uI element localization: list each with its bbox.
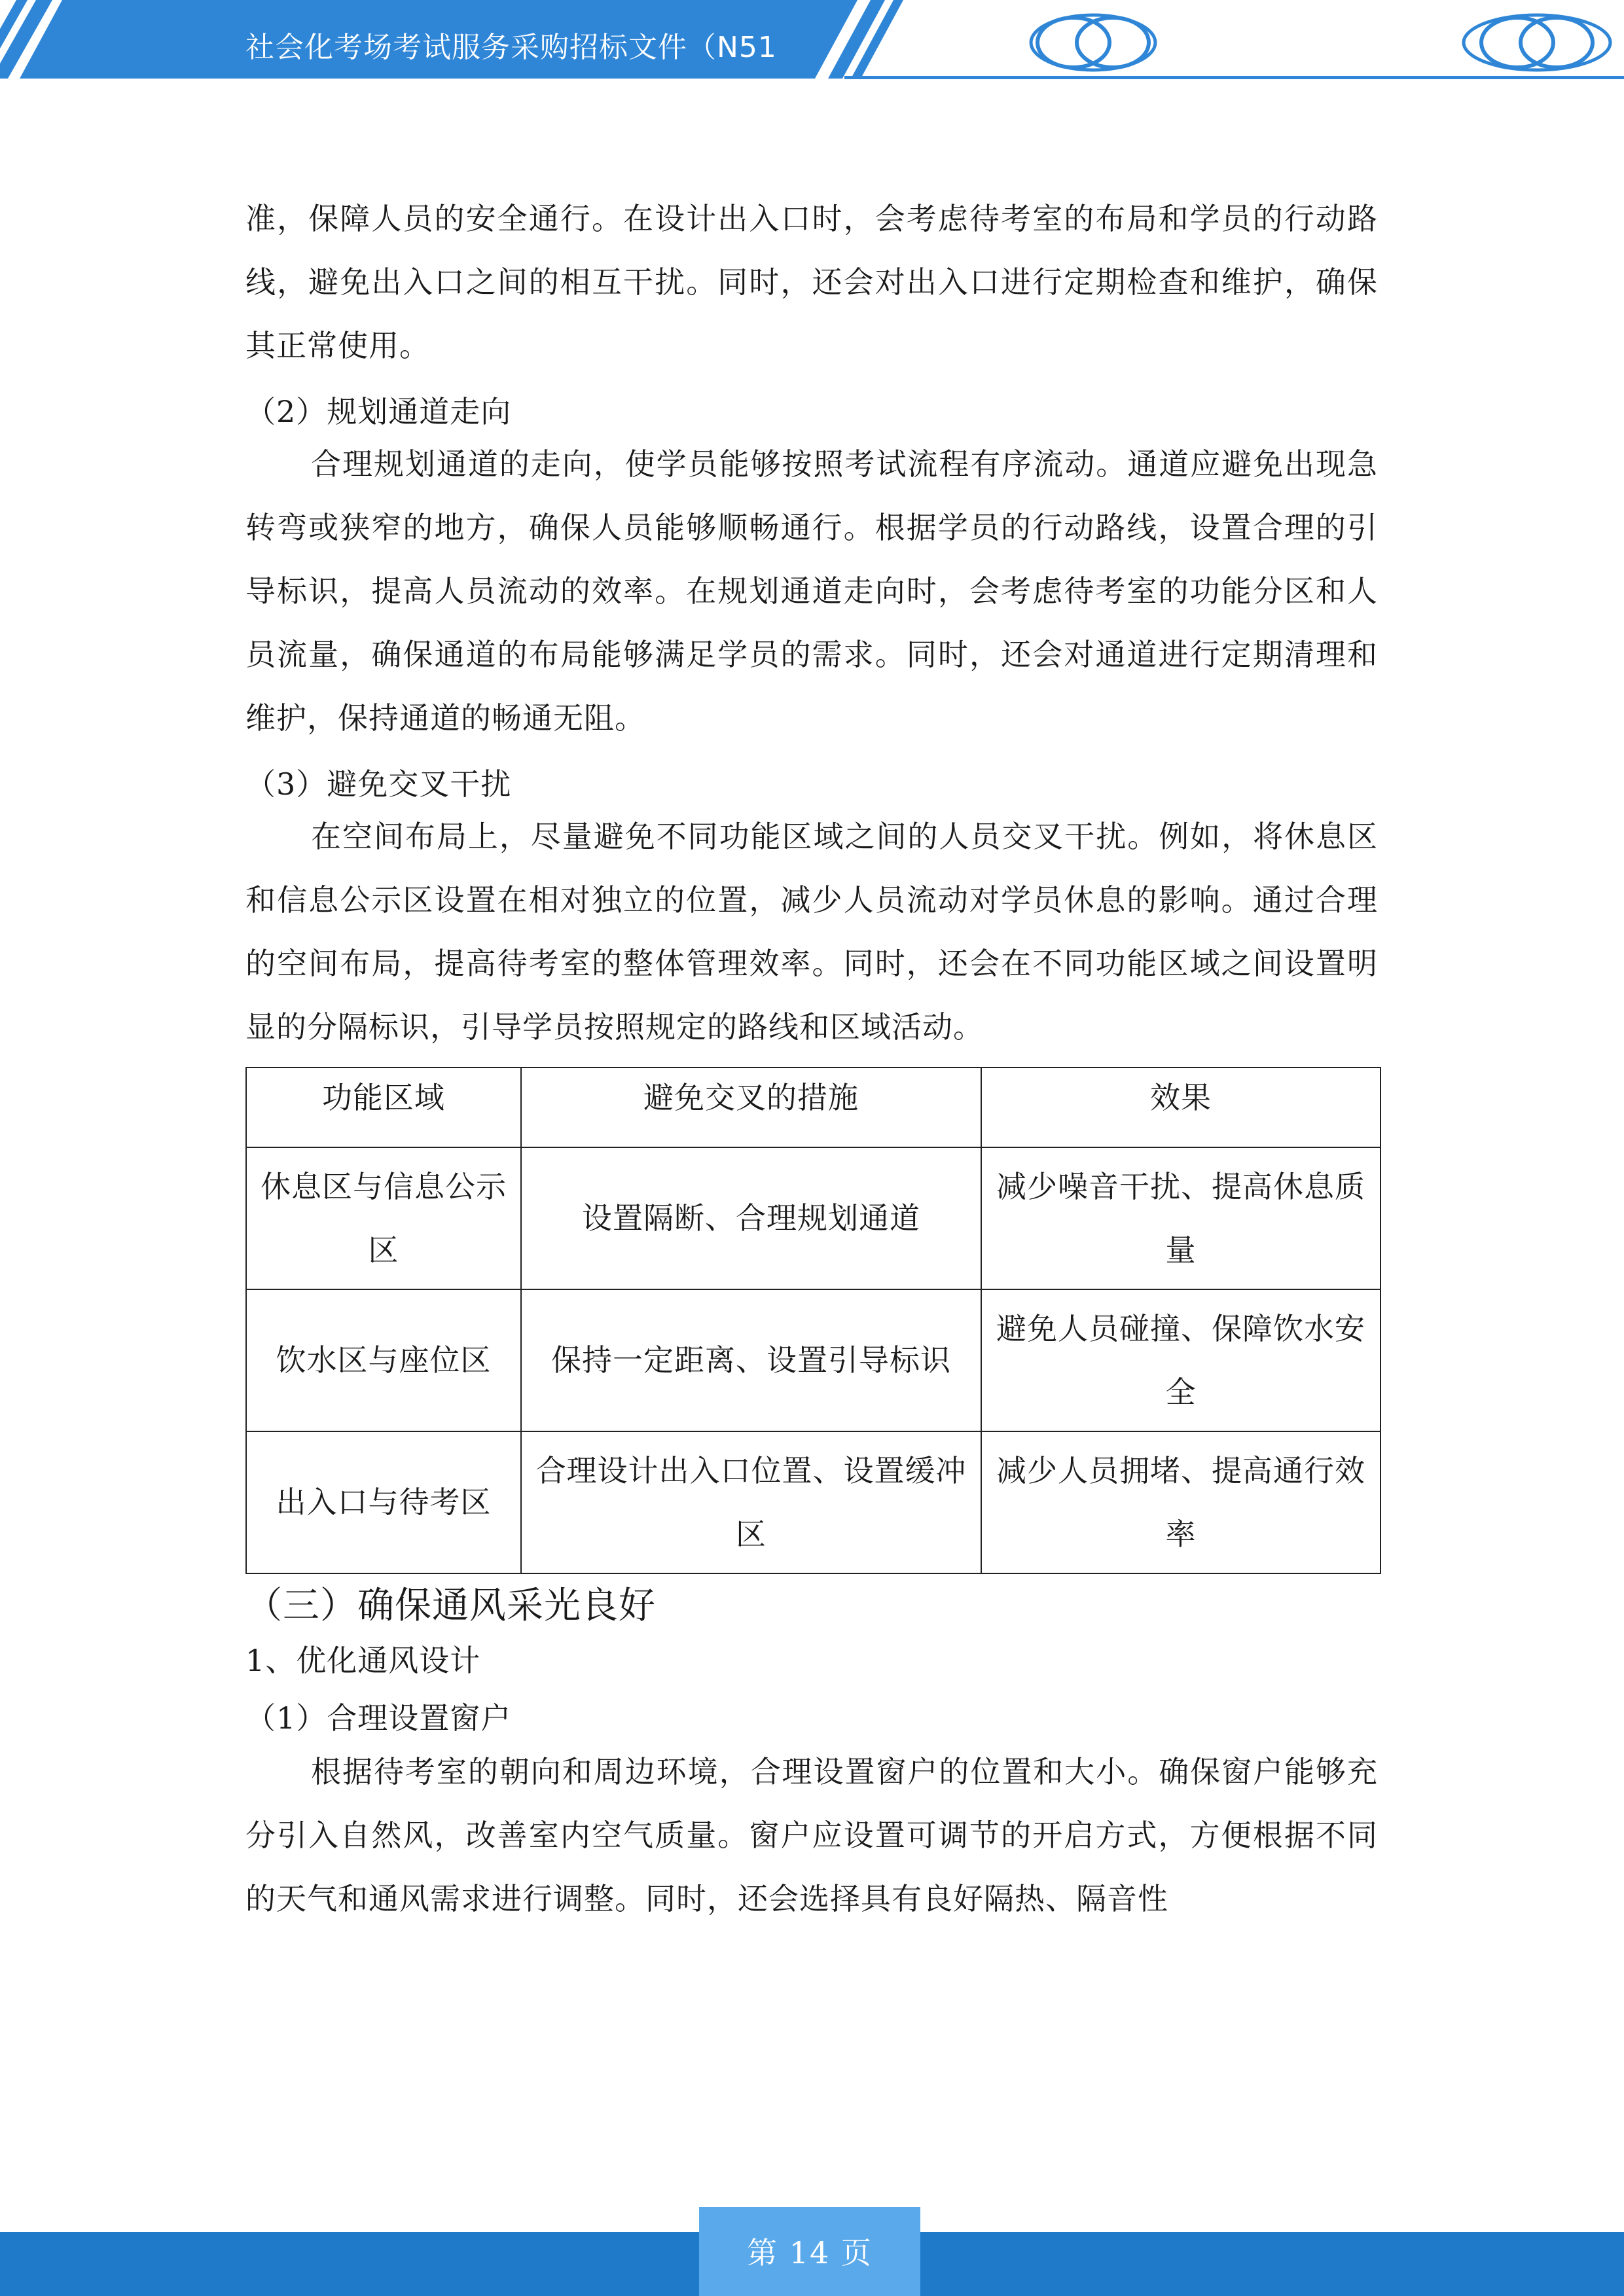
table-header-cell: 功能区域 (246, 1067, 521, 1147)
table-cell: 保持一定距离、设置引导标识 (521, 1289, 981, 1431)
paragraph-entrance: 准，保障人员的安全通行。在设计出入口时，会考虑待考室的布局和学员的行动路线，避免出入口之间的相互干扰。同时，还会对出入口进行定期检查和维护，确保其正常使用。 (245, 201, 1378, 363)
table-cell: 出入口与待考区 (246, 1431, 521, 1573)
table-header-row (246, 1067, 1380, 1147)
paragraph-cross-interference: 在空间布局上，尽量避免不同功能区域之间的人员交叉干扰。例如，将休息区和信息公示区设置在相对独立的位置，减少人员流动对学员休息的影响。通过合理的空间布局，提高待考室的整体管理效率。同时，还会在不同功能区域之间设置明显的分隔标识，引导学员按照规定的路线和区域活动。 (245, 819, 1378, 1045)
subsection-title-window: （1）合理设置窗户 (245, 1700, 512, 1736)
measures-table (245, 1067, 1381, 1574)
table-cell: 设置隔断、合理规划通道 (521, 1147, 981, 1289)
table-cell: 合理设计出入口位置、设置缓冲区 (521, 1431, 981, 1573)
table-cell: 减少人员拥堵、提高通行效率 (981, 1431, 1380, 1573)
table-row (246, 1289, 1380, 1431)
header-rule (844, 76, 1624, 79)
paragraph-channel: 合理规划通道的走向，使学员能够按照考试流程有序流动。通道应避免出现急转弯或狭窄的地方，确保人员能够顺畅通行。根据学员的行动路线，设置合理的引导标识，提高人员流动的效率。在规划通道走向时，会考虑待考室的功能分区和人员流量，确保通道的布局能够满足学员的需求。同时，还会对通道进行定期清理和维护，保持通道的畅通无阻。 (245, 446, 1378, 736)
subsection-title-2: （2）规划通道走向 (245, 394, 512, 429)
table-cell: 饮水区与座位区 (246, 1289, 521, 1431)
subsection-title-3: （3）避免交叉干扰 (245, 766, 512, 802)
table-header-cell: 效果 (981, 1067, 1380, 1147)
table-header-cell: 避免交叉的措施 (521, 1067, 981, 1147)
table-cell: 休息区与信息公示区 (246, 1147, 521, 1289)
header-rings-logo-right (1464, 15, 1610, 70)
table-cell: 减少噪音干扰、提高休息质量 (981, 1147, 1380, 1289)
paragraph-window: 根据待考室的朝向和周边环境，合理设置窗户的位置和大小。确保窗户能够充分引入自然风，改善室内空气质量。窗户应设置可调节的开启方式，方便根据不同的天气和通风需求进行调整。同时，还会选择具有良好隔热、隔音性 (245, 1754, 1378, 1916)
table-cell: 避免人员碰撞、保障饮水安全 (981, 1289, 1380, 1431)
table-row (246, 1431, 1380, 1573)
subsection-heading: 1、优化通风设计 (245, 1643, 481, 1678)
header-title: 社会化考场考试服务采购招标文件（N51 (245, 31, 777, 64)
document-body (245, 183, 1378, 1931)
page-number: 第 14 页 (747, 2235, 873, 2270)
page-header (0, 0, 1624, 85)
section-heading: （三）确保通风采光良好 (245, 1585, 656, 1627)
table-row (246, 1147, 1380, 1289)
header-rings-logo-middle (1031, 15, 1155, 70)
